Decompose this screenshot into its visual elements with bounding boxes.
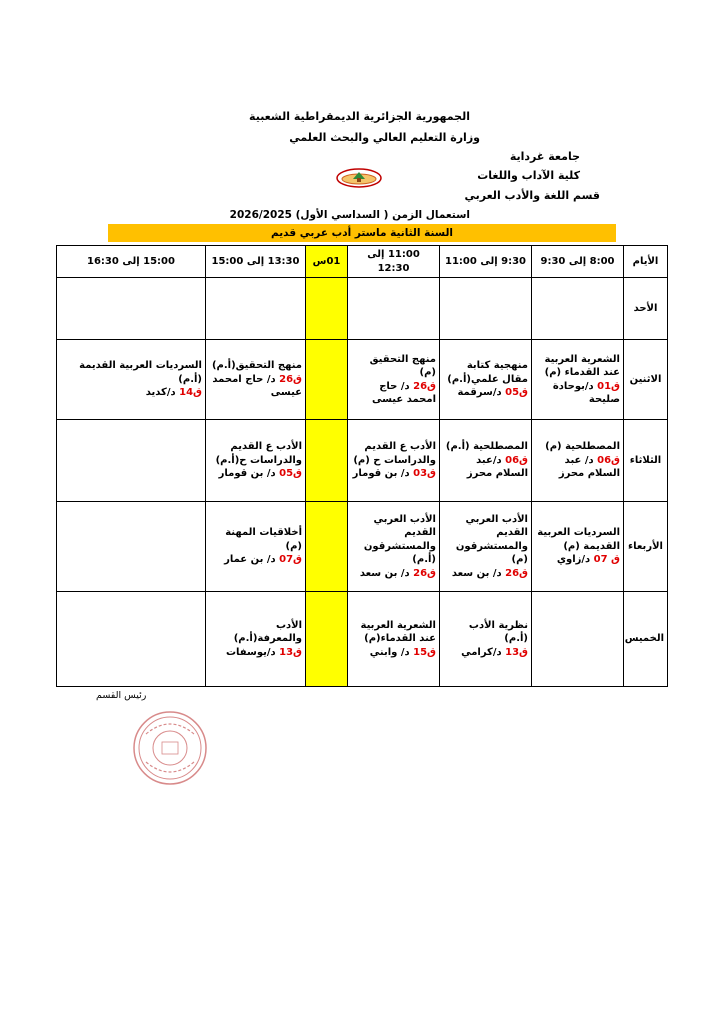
session-cell (440, 340, 532, 420)
empty-cell (57, 420, 206, 502)
column-header: الأيام (624, 246, 668, 278)
room: ق07 (279, 554, 302, 566)
course-name: نظرية الأدب (أ.م) (468, 619, 528, 645)
republic-title: الجمهورية الجزائرية الديمقراطية الشعبية (249, 110, 470, 123)
ministry-title: وزارة التعليم العالي والبحث العلمي (289, 131, 480, 144)
teacher: د/ حاج امحمد عيسى (212, 373, 302, 399)
empty-cell (206, 278, 306, 340)
break-cell (306, 340, 348, 420)
session-cell (206, 592, 306, 687)
university-logo (336, 167, 382, 189)
course-name: منهج التحقيق(أ.م) (211, 360, 302, 372)
break-cell (306, 502, 348, 592)
teacher: د/زاوي (556, 554, 591, 566)
teacher: د/عبد السلام محرز (466, 454, 528, 480)
teacher: د/كديد (145, 387, 176, 399)
room: ق03 (413, 468, 436, 480)
teacher: د/كرامي (461, 646, 502, 658)
session-cell (532, 340, 624, 420)
course-name: الأدب العربي القديم والمستشرقون (أ.م) (363, 513, 436, 566)
room: ق26 (413, 380, 436, 392)
teacher: د/ بن سعد (451, 567, 502, 579)
day-label: الأربعاء (624, 502, 668, 592)
teacher: د/بوحادة صليحة (552, 380, 620, 405)
table-row (57, 592, 668, 687)
teacher: د/ وابني (369, 646, 410, 658)
column-header: 8:00 إلى 9:30 (532, 246, 624, 278)
course-name: الشعرية العربية عند القدماء (م) (544, 353, 620, 378)
teacher: د/يوسفات (225, 646, 276, 658)
department-head-signature-label: رئيس القسم (96, 690, 147, 701)
program-banner: السنة الثانية ماستر أدب عربي قديم (108, 224, 616, 242)
room: ق26 (279, 373, 302, 385)
room: ق01 (597, 380, 620, 392)
course-name: أخلاقيات المهنة (م) (225, 527, 302, 552)
break-cell (306, 592, 348, 687)
teacher: د/ بن عمار (224, 554, 276, 566)
empty-cell (532, 592, 624, 687)
department-name: قسم اللغة والأدب العربي (464, 189, 600, 202)
session-cell (348, 340, 440, 420)
course-name: المصطلحية (م) (545, 441, 620, 453)
break-cell (306, 278, 348, 340)
room: ق15 (413, 646, 436, 658)
empty-cell (532, 278, 624, 340)
room: ق26 (505, 567, 528, 579)
empty-cell (440, 278, 532, 340)
session-cell (440, 420, 532, 502)
session-cell (348, 592, 440, 687)
empty-cell (57, 592, 206, 687)
room: ق26 (413, 567, 436, 579)
session-cell (57, 340, 206, 420)
day-label: الاثنين (624, 340, 668, 420)
room: ق13 (505, 646, 528, 658)
course-name: السرديات العربية القديمة (م) (537, 527, 620, 552)
session-cell (532, 420, 624, 502)
teacher: د/سرقمة (457, 387, 502, 399)
room: ق06 (597, 454, 620, 466)
teacher: د/ حاج امحمد عيسى (372, 380, 436, 405)
schedule-title: استعمال الزمن ( السداسي الأول) 2026/2025 (229, 209, 470, 221)
course-name: الأدب ع القديم والدراسات ح (م) (353, 441, 436, 466)
university-name: جامعة غرداية (509, 150, 580, 163)
session-cell (206, 502, 306, 592)
session-cell (440, 592, 532, 687)
session-cell (206, 420, 306, 502)
column-header: 11:00 إلى 12:30 (348, 246, 440, 278)
room: ق14 (179, 387, 202, 399)
empty-cell (348, 278, 440, 340)
empty-cell (57, 502, 206, 592)
department-stamp (132, 710, 208, 786)
room: ق 07 (593, 554, 620, 566)
break-column-header: 01س (306, 246, 348, 278)
room: ق06 (505, 454, 528, 466)
course-name: الأدب والمعرفة(أ.م) (233, 619, 302, 645)
table-row (57, 420, 668, 502)
table-row (57, 340, 668, 420)
teacher: د/ بن سعد (359, 567, 410, 579)
session-cell (348, 502, 440, 592)
course-name: الشعرية العربية عند القدماء(م) (360, 619, 436, 645)
header-row (57, 246, 668, 278)
timetable (56, 245, 668, 687)
empty-cell (57, 278, 206, 340)
room: ق13 (279, 646, 302, 658)
session-cell (348, 420, 440, 502)
table-row (57, 502, 668, 592)
course-name: السرديات العربية القديمة (أ.م) (79, 360, 202, 385)
teacher: د/ بن قومار (218, 468, 276, 480)
column-header: 15:00 إلى 16:30 (57, 246, 206, 278)
column-header: 9:30 إلى 11:00 (440, 246, 532, 278)
course-name: منهجية كتابة مقال علمي(أ.م) (447, 360, 528, 385)
table-row (57, 278, 668, 340)
column-header: 13:30 إلى 15:00 (206, 246, 306, 278)
room: ق05 (505, 387, 528, 399)
teacher: د/ بن قومار (352, 468, 410, 480)
course-name: الأدب العربي القديم والمستشرقون (م) (455, 513, 528, 566)
course-name: منهج التحقيق (م) (369, 353, 436, 378)
day-label: الثلاثاء (624, 420, 668, 502)
session-cell (532, 502, 624, 592)
session-cell (440, 502, 532, 592)
day-label: الخميس (624, 592, 668, 687)
day-label: الأحد (624, 278, 668, 340)
course-name: المصطلحية (أ.م) (445, 441, 528, 453)
course-name: الأدب ع القديم والدراسات ح(أ.م) (215, 441, 302, 466)
faculty-name: كلية الآداب واللغات (477, 169, 580, 182)
room: ق05 (279, 468, 302, 480)
session-cell (206, 340, 306, 420)
teacher: د/ عبد السلام محرز (558, 454, 620, 480)
break-cell (306, 420, 348, 502)
